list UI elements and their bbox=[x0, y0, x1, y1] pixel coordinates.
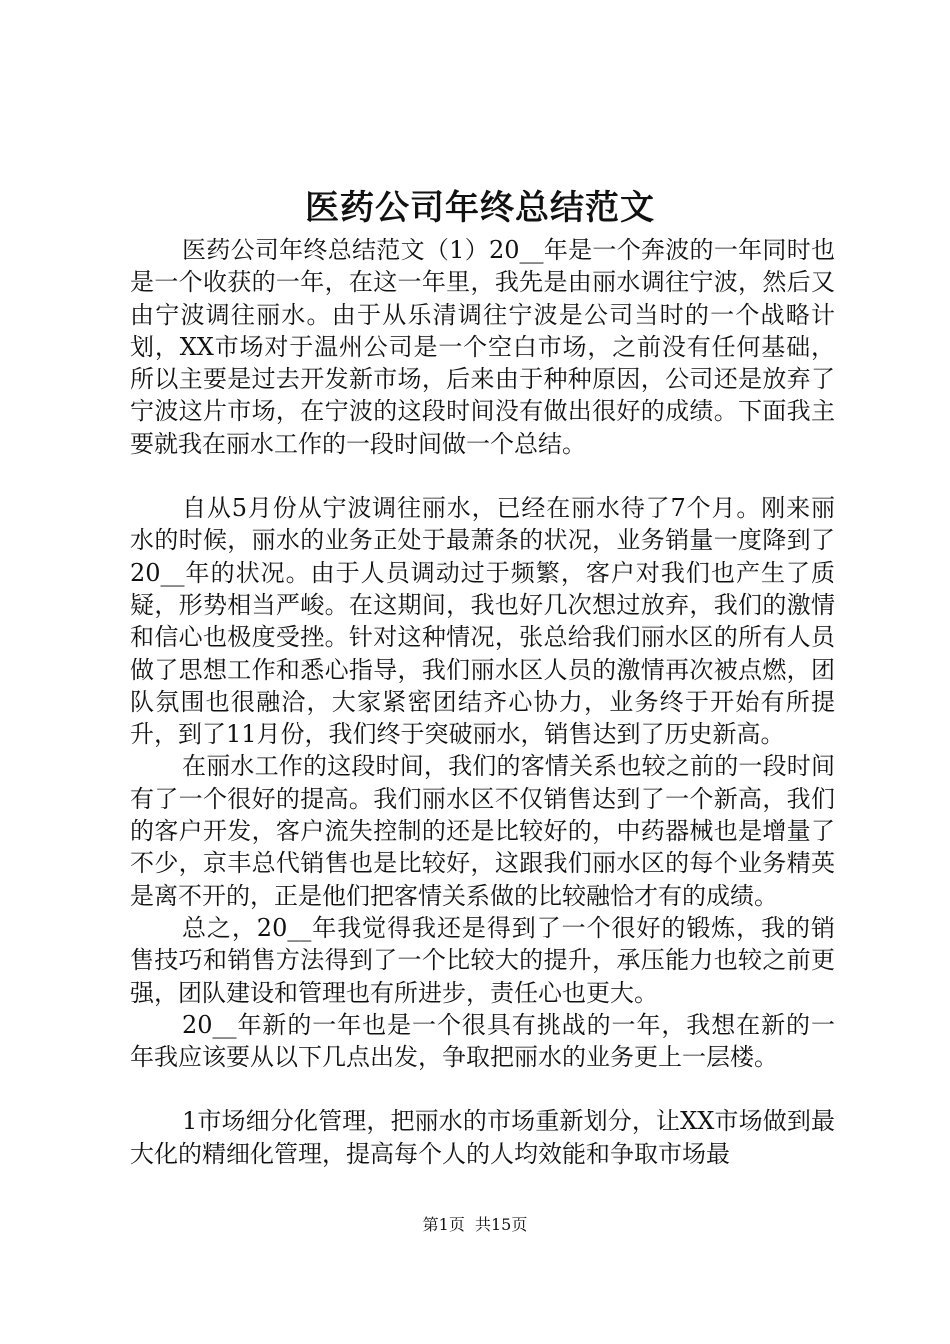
paragraph-summary: 总之，20__年我觉得我还是得到了一个很好的锻炼，我的销售技巧和销售方法得到了一个比较大的提升，承压能力也较之前更强，团队建设和管理也有所进步，责任心也更大。 bbox=[130, 913, 835, 1007]
paragraph-plan-item-1: 1市场细分化管理，把丽水的市场重新划分，让XX市场做到最大化的精细化管理，提高每个人的人均效能和争取市场最 bbox=[130, 1107, 835, 1168]
page-number: 第1页 共15页 bbox=[422, 1215, 528, 1234]
paragraph-customer-relations: 在丽水工作的这段时间，我们的客情关系也较之前的一段时间有了一个很好的提高。我们丽水区不仅销售达到了一个新高，我们的客户开发，客户流失控制的还是比较好的，中药器械也是增量了不少，京丰总代销售也是比较好，这跟我们丽水区的每个业务精英是离不开的，正是他们把客情关系做的比较融恰才有的成绩。 bbox=[130, 752, 835, 910]
document-body bbox=[130, 234, 835, 1170]
page-footer bbox=[0, 1214, 950, 1236]
paragraph-intro: 医药公司年终总结范文（1）20__年是一个奔波的一年同时也是一个收获的一年，在这一年里，我先是由丽水调往宁波，然后又由宁波调往丽水。由于从乐清调往宁波是公司当时的一个战略计划，XX市场对于温州公司是一个空白市场，之前没有任何基础，所以主要是过去开发新市场，后来由于种种原因，公司还是放弃了宁波这片市场，在宁波的这段时间没有做出很好的成绩。下面我主要就我在丽水工作的一段时间做一个总结。 bbox=[130, 236, 835, 458]
paragraph-new-year: 20__年新的一年也是一个很具有挑战的一年，我想在新的一年我应该要从以下几点出发，争取把丽水的业务更上一层楼。 bbox=[130, 1010, 835, 1072]
paragraph-lishui-arrival: 自从5月份从宁波调往丽水，已经在丽水待了7个月。刚来丽水的时候，丽水的业务正处于最萧条的状况，业务销量一度降到了20__年的状况。由于人员调动过于频繁，客户对我们也产生了质疑，形势相当严峻。在这期间，我也好几次想过放弃，我们的激情和信心也极度受挫。针对这种情况，张总给我们丽水区的所有人员做了思想工作和悉心指导，我们丽水区人员的激情再次被点燃，团队氛围也很融洽，大家紧密团结齐心协力，业务终于开始有所提升，到了11月份，我们终于突破丽水，销售达到了历史新高。 bbox=[130, 494, 835, 749]
document-title: 医药公司年终总结范文 bbox=[305, 188, 655, 228]
